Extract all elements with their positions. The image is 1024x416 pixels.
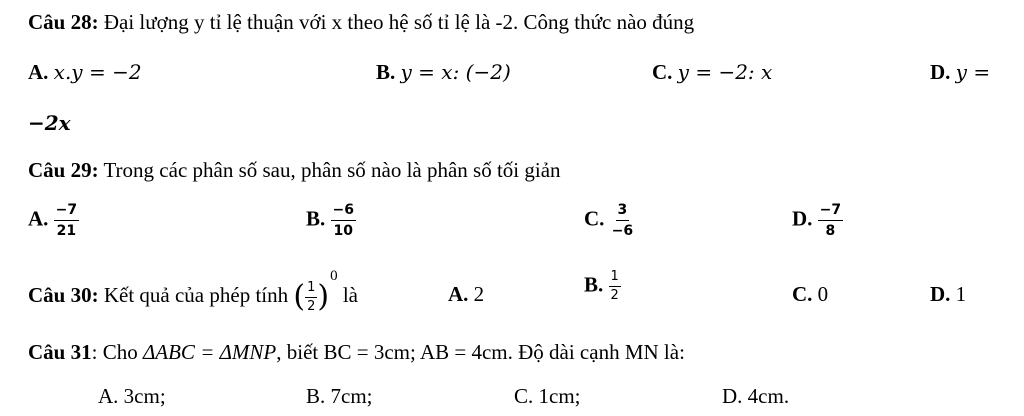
question-31-label: Câu 31	[28, 340, 92, 364]
power-expression	[293, 268, 338, 315]
fraction-denominator: 2	[307, 298, 316, 314]
question-30-label: Câu 30:	[28, 283, 99, 307]
option-letter: A.	[448, 282, 469, 306]
option-letter: B.	[306, 206, 326, 231]
option-value: 0	[817, 282, 829, 306]
question-30-text-after: là	[342, 283, 358, 307]
option-formula: y = −2: x	[677, 60, 773, 84]
fraction-numerator: −7	[818, 202, 843, 221]
fraction-numerator: −6	[331, 202, 356, 221]
q30-option-a[interactable]	[448, 282, 484, 307]
question-30-text: Kết quả của phép tính	[103, 283, 289, 307]
fraction	[305, 281, 317, 314]
exponent: 0	[330, 268, 338, 284]
question-29-label: Câu 29:	[28, 158, 99, 182]
q29-option-a[interactable]	[28, 202, 79, 239]
option-formula: x.y = −2	[53, 60, 142, 84]
option-value: 2	[473, 282, 485, 306]
question-30-stem	[28, 268, 358, 314]
option-letter: C.	[584, 206, 605, 231]
q28-option-d[interactable]	[930, 60, 990, 85]
q30-option-b[interactable]	[584, 270, 621, 303]
option-letter: A.	[28, 206, 49, 231]
question-29-text: Trong các phân số sau, phân số nào là phân số tối giản	[103, 158, 561, 182]
fraction-numerator: 1	[609, 270, 621, 287]
q28-option-a[interactable]	[28, 60, 142, 85]
fraction-numerator: −7	[54, 202, 79, 221]
question-31-text-pre: : Cho	[91, 340, 143, 364]
q30-option-c[interactable]	[792, 282, 828, 307]
fraction	[609, 270, 621, 303]
fraction-denominator: 2	[610, 288, 619, 303]
q31-option-c[interactable]: C. 1cm;	[514, 384, 581, 408]
q31-option-a[interactable]: A. 3cm;	[98, 384, 166, 408]
right-paren: )	[317, 279, 330, 315]
q29-option-d[interactable]	[792, 202, 843, 239]
q28-option-d-continuation: −2x	[28, 111, 71, 135]
q28-option-c[interactable]	[652, 60, 772, 85]
question-28-label: Câu 28:	[28, 10, 99, 34]
q28-option-b[interactable]	[376, 60, 511, 85]
fraction-denominator: −6	[611, 223, 634, 239]
fraction-denominator: 21	[56, 223, 77, 239]
fraction-denominator: 10	[333, 223, 353, 239]
question-31-stem	[28, 340, 685, 365]
triangle-congruence: ΔABC = ΔMNP	[142, 340, 277, 364]
option-letter: B.	[376, 60, 396, 84]
q31-option-d[interactable]: D. 4cm.	[722, 384, 790, 408]
question-28-stem	[28, 10, 694, 35]
fraction-numerator: 3	[616, 202, 630, 221]
q29-option-c[interactable]	[584, 202, 635, 239]
option-letter: C.	[792, 282, 813, 306]
fraction	[610, 202, 635, 239]
question-29-stem	[28, 158, 561, 183]
option-letter: D.	[930, 282, 951, 306]
fraction	[331, 202, 356, 239]
option-formula: y =	[955, 60, 991, 84]
q29-option-b[interactable]	[306, 202, 356, 239]
option-letter: B.	[584, 272, 604, 297]
left-paren: (	[293, 279, 306, 315]
fraction	[54, 202, 79, 239]
fraction-denominator: 8	[825, 223, 836, 239]
q31-option-b[interactable]: B. 7cm;	[306, 384, 373, 408]
option-value: 1	[955, 282, 967, 306]
fraction-numerator: 1	[305, 281, 317, 298]
option-letter: D.	[792, 206, 813, 231]
question-28-text: Đại lượng y tỉ lệ thuận với x theo hệ số tỉ lệ là -2. Công thức nào đúng	[103, 10, 695, 34]
question-31-text-post: , biết BC = 3cm; AB = 4cm. Độ dài cạnh MN là:	[276, 340, 685, 364]
option-letter: D.	[930, 60, 951, 84]
option-letter: A.	[28, 60, 49, 84]
option-formula: y = x: (−2)	[400, 60, 511, 84]
q30-option-d[interactable]	[930, 282, 966, 307]
fraction	[818, 202, 843, 239]
option-letter: C.	[652, 60, 673, 84]
